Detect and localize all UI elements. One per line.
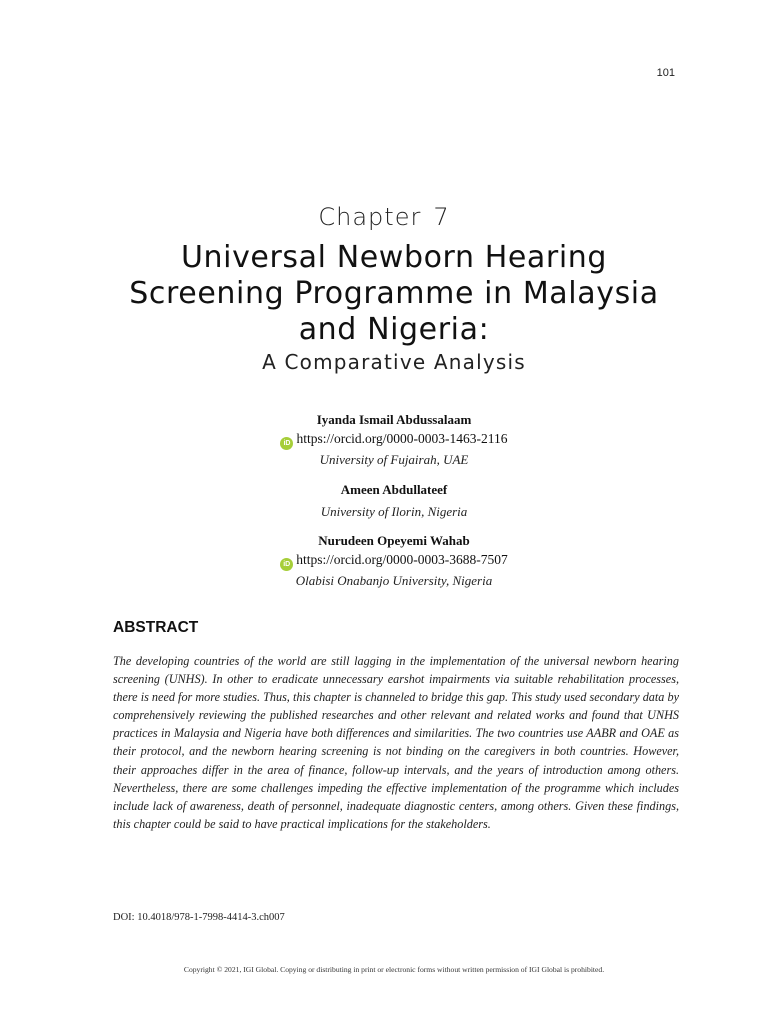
abstract-heading: ABSTRACT	[113, 619, 199, 636]
page-number: 101	[656, 67, 675, 79]
orcid-link[interactable]: https://orcid.org/0000-0003-3688-7507	[296, 552, 508, 567]
author-affiliation: University of Ilorin, Nigeria	[320, 504, 468, 519]
chapter-title: Universal Newborn Hearing Screening Programme in Malaysia and Nigeria:	[129, 240, 659, 347]
author-block-3	[0, 532, 768, 590]
author-name: Nurudeen Opeyemi Wahab	[318, 533, 470, 548]
author-name: Ameen Abdullateef	[340, 482, 448, 497]
chapter-label: Chapter	[318, 203, 422, 231]
author-affiliation: University of Fujairah, UAE	[319, 452, 469, 467]
author-block-1	[0, 411, 768, 469]
orcid-icon: iD	[280, 437, 293, 450]
copyright-notice: Copyright © 2021, IGI Global. Copying or distributing in print or electronic forms without written permission of IGI Global is prohibited.	[183, 965, 605, 974]
orcid-icon: iD	[280, 558, 293, 571]
orcid-link[interactable]: https://orcid.org/0000-0003-1463-2116	[296, 431, 508, 446]
chapter-subtitle: A Comparative Analysis	[262, 350, 526, 374]
author-block-2	[0, 481, 768, 521]
chapter-heading	[0, 203, 768, 231]
abstract-body: The developing countries of the world are still lagging in the implementation of the universal newborn hearing screening (UNHS). In other to eradicate unnecessary earshot impairments via suitable rehabilitation processes, there is need for more studies. Thus, this chapter is channeled to bridge this gap. This study used secondary data by comprehensively reviewing the published researches and other relevant and related works and found that UNHS practices in Malaysia and Nigeria have both differences and similarities. The two countries use AABR and OAE as their protocol, and the newborn hearing screening is not binding on the caregivers in both countries. However, their approaches differ in the area of finance, follow-up intervals, and the years of introduction among others. Nevertheless, there are some challenges impeding the effective implementation of the programme which includes include lack of awareness, death of personnel, inadequate diagnostic centers, among others. Given these findings, this chapter could be said to have practical implications for the stakeholders.	[113, 654, 679, 831]
author-affiliation: Olabisi Onabanjo University, Nigeria	[295, 573, 493, 588]
orcid-line	[0, 550, 768, 571]
doi-line[interactable]: DOI: 10.4018/978-1-7998-4414-3.ch007	[113, 912, 285, 923]
orcid-line	[0, 429, 768, 450]
chapter-number: 7	[433, 203, 450, 231]
author-name: Iyanda Ismail Abdussalaam	[316, 412, 472, 427]
